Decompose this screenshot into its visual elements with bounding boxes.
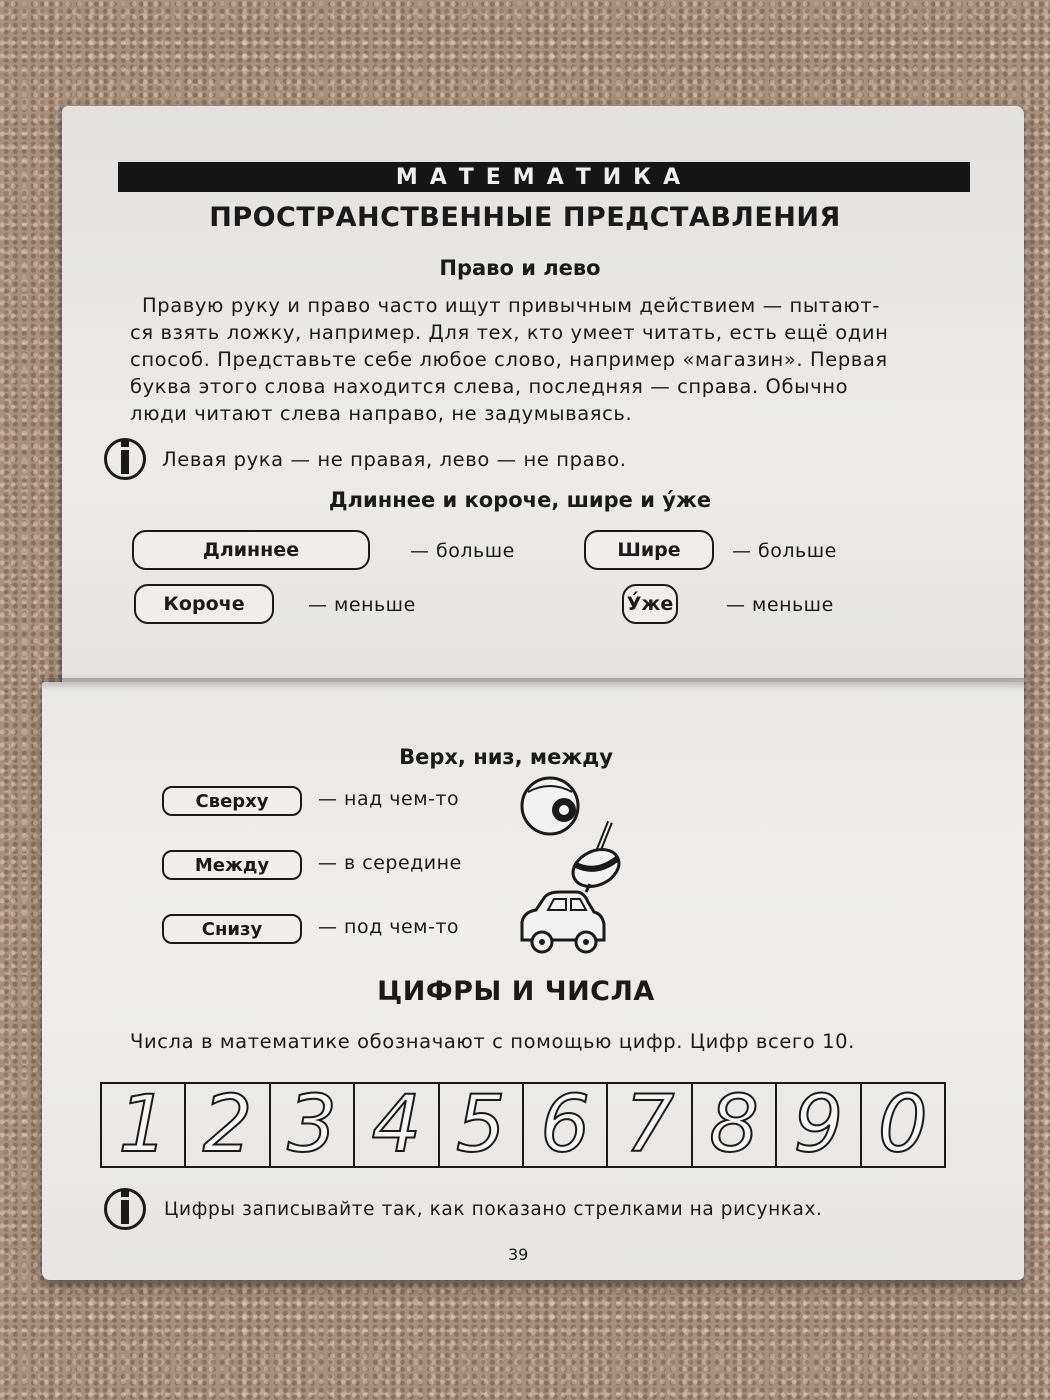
digit-cell: 4 [355, 1084, 439, 1166]
digit-cell: 8 [693, 1084, 777, 1166]
digit-cell: 9 [777, 1084, 861, 1166]
word-above-meaning: — над чем-то [318, 788, 460, 810]
paragraph-line: Правую руку и право часто ищут привычным действием — пытают- [142, 294, 880, 317]
page-fold [42, 678, 1024, 696]
digit-cell: 7 [608, 1084, 692, 1166]
subject-title: МАТЕМАТИКА [395, 164, 693, 190]
word-longer: Длиннее [132, 530, 370, 570]
digit-cell: 5 [440, 1084, 524, 1166]
word-narrower-meaning: — меньше [726, 594, 834, 616]
paragraph-line: люди читают слева направо, не задумываясь. [130, 402, 633, 425]
toy-car-icon [522, 892, 604, 952]
digit-cell: 2 [186, 1084, 270, 1166]
word-above: Сверху [162, 786, 302, 816]
digits-title: ЦИФРЫ И ЧИСЛА [377, 976, 655, 1007]
digit-cell: 0 [878, 1080, 928, 1170]
positions-heading: Верх, низ, между [399, 745, 613, 769]
word-between: Между [162, 850, 302, 880]
word-between-meaning: — в середине [318, 852, 462, 874]
info-icon [104, 1188, 146, 1230]
word-narrower: У́же [622, 584, 678, 624]
word-below-meaning: — под чем-то [318, 916, 460, 938]
comparisons-heading: Длиннее и короче, шире и у́же [328, 488, 712, 512]
paragraph-line: ся взять ложку, например. Для тех, кто умеет читать, есть ещё один [130, 321, 889, 344]
page-number: 39 [508, 1245, 529, 1264]
digit-cell: 6 [524, 1084, 608, 1166]
digit-cell: 3 [271, 1084, 355, 1166]
info-icon [104, 438, 146, 480]
digits-note: Цифры записывайте так, как показано стрелками на рисунках. [164, 1199, 823, 1220]
digit-cell: 1 [102, 1084, 186, 1166]
subject-banner [118, 162, 970, 192]
right-left-heading: Право и лево [439, 256, 601, 280]
digits-copybook-row [100, 1082, 946, 1168]
position-illustration [510, 772, 630, 962]
word-wider-meaning: — больше [732, 540, 837, 562]
spinning-top-icon [567, 822, 625, 894]
word-longer-meaning: — больше [410, 540, 515, 562]
paragraph-line: способ. Представьте себе любое слово, например «магазин». Первая [130, 348, 888, 371]
paragraph-line: буква этого слова находится слева, последняя — справа. Обычно [130, 375, 849, 398]
section-title: ПРОСТРАНСТВЕННЫЕ ПРЕДСТАВЛЕНИЯ [209, 202, 841, 233]
ball-icon [522, 778, 578, 834]
word-shorter-meaning: — меньше [308, 594, 416, 616]
word-wider: Шире [584, 530, 714, 570]
word-below: Снизу [162, 914, 302, 944]
word-shorter: Короче [134, 584, 274, 624]
right-left-paragraph [130, 292, 960, 427]
right-left-note: Левая рука — не правая, лево — не право. [162, 448, 627, 471]
digits-intro: Числа в математике обозначают с помощью цифр. Цифр всего 10. [130, 1030, 855, 1053]
